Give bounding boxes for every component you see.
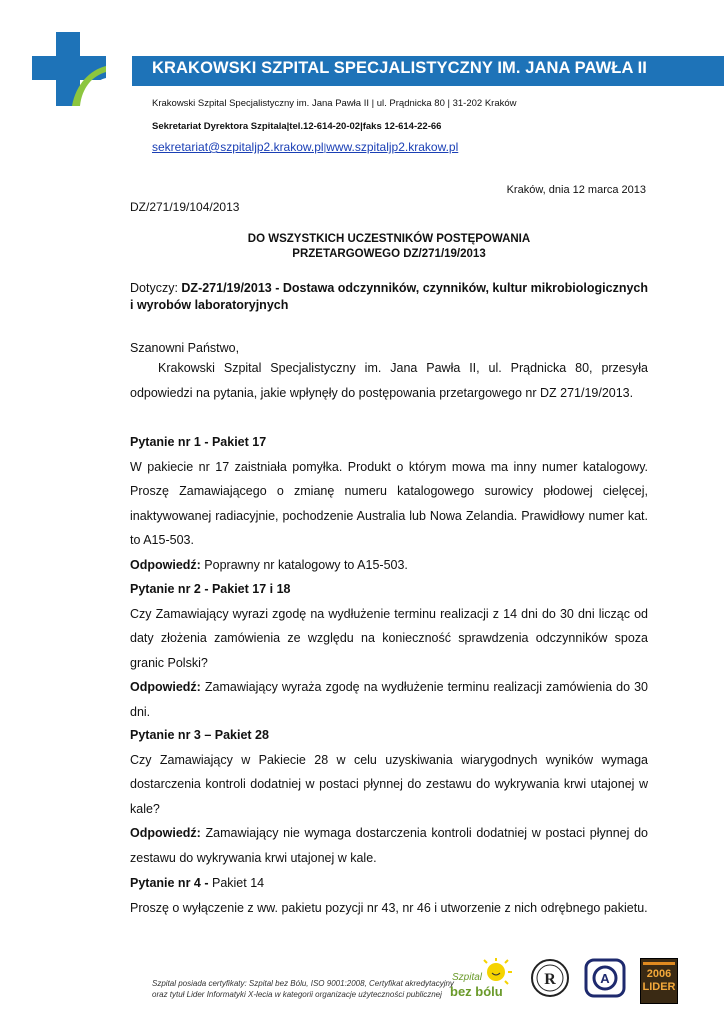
question-1-text: W pakiecie nr 17 zaistniała pomyłka. Produkt o którym mowa ma inny numer katalogowy. Proszę Zamawiającego o zmianę numeru katalogowego surowicy płodowej cielęcej, inaktywowanej radiacyjnie, pochodzenie Australia lub Nowa Zelandia. Prawidłowy numer kat. to A15-503. [130, 459, 648, 547]
answer-2 [130, 675, 648, 724]
question-4 [130, 871, 648, 920]
letter-date: Kraków, dnia 12 marca 2013 [506, 184, 646, 196]
certificates-line-1: Szpital posiada certyfikaty: Szpital bez Bólu, ISO 9001:2008, Certyfikat akredytacyjny [152, 979, 454, 988]
contact-links [152, 140, 458, 154]
secretariat-contact: Sekretariat Dyrektora Szpitala|tel.12-614-20-02|faks 12-614-22-66 [152, 121, 442, 132]
subject-text: DZ-271/19/2013 - Dostawa odczynników, czynników, kultur mikrobiologicznych i wyrobów laboratoryjnych [130, 281, 648, 312]
certificates-note [152, 978, 454, 1000]
question-3 [130, 723, 648, 870]
question-4-title-bold: Pytanie nr 4 - [130, 876, 212, 890]
addressee-line-2: PRZETARGOWEGO DZ/271/19/2013 [292, 248, 486, 260]
intro-text: Krakowski Szpital Specjalistyczny im. Jana Pawła II, ul. Prądnicka 80, przesyła odpowiedzi na pytania, jakie wpłynęły do postępowania przetargowego nr DZ 271/19/2013. [130, 361, 648, 400]
email-link[interactable]: sekretariat@szpitaljp2.krakow.pl [152, 140, 324, 154]
question-4-title [130, 871, 648, 896]
hospital-address: Krakowski Szpital Specjalistyczny im. Jana Pawła II | ul. Prądnicka 80 | 31-202 Kraków [152, 98, 517, 109]
answer-3 [130, 821, 648, 870]
subject-prefix: Dotyczy: [130, 281, 182, 295]
answer-label: Odpowiedź: [130, 826, 201, 840]
subject [130, 280, 648, 314]
question-2-text: Czy Zamawiający wyrazi zgodę na wydłużenie terminu realizacji z 14 dni do 30 dni licząc od daty złożenia zamówienia ze względu na konieczność sprawdzenia odczynników spoza granic Polski? [130, 606, 648, 670]
addressee-line-1: DO WSZYSTKICH UCZESTNIKÓW POSTĘPOWANIA [247, 233, 531, 245]
question-2 [130, 577, 648, 724]
question-4-text: Proszę o wyłączenie z ww. pakietu pozycji nr 43, nr 46 i utworzenie z nich odrębnego pakietu. [130, 900, 648, 915]
question-2-title: Pytanie nr 2 - Pakiet 17 i 18 [130, 582, 291, 596]
question-1-title: Pytanie nr 1 - Pakiet 17 [130, 435, 267, 449]
reference-number: DZ/271/19/104/2013 [130, 200, 240, 214]
answer-1 [130, 553, 648, 578]
svg-text:A: A [600, 971, 610, 986]
intro-paragraph [130, 356, 648, 405]
answer-1-text: Poprawny nr katalogowy to A15-503. [200, 557, 408, 572]
link-separator: | [323, 143, 327, 154]
answer-label: Odpowiedź: [130, 680, 201, 694]
addressee [130, 232, 648, 262]
certificates-line-2: oraz tytuł Lider Informatyki X-lecia w kategorii organizacje użyteczności publicznej [152, 990, 442, 999]
iso-certificate-icon [530, 958, 570, 998]
pain-free-badge-top: Szpital [452, 972, 483, 983]
website-link[interactable]: www.szpitaljp2.krakow.pl [326, 140, 459, 154]
it-leader-label: LIDER [642, 981, 676, 993]
it-leader-year: 2006 [646, 968, 672, 980]
hospital-name: KRAKOWSKI SZPITAL SPECJALISTYCZNY IM. JANA PAWŁA II [152, 59, 647, 77]
question-4-title-rest: Pakiet 14 [211, 876, 265, 890]
answer-2-text: Zamawiający wyraża zgodę na wydłużenie terminu realizacji zamówienia do 30 dni. [130, 680, 648, 719]
pain-free-badge [450, 958, 518, 1004]
accreditation-certificate-icon [584, 958, 626, 998]
salutation: Szanowni Państwo, [130, 341, 240, 355]
it-leader-badge [640, 958, 678, 1004]
question-3-title: Pytanie nr 3 – Pakiet 28 [130, 728, 269, 742]
hospital-cross-logo [32, 32, 106, 106]
answer-3-text: Zamawiający nie wymaga dostarczenia kontroli dodatniej w postaci płynnej do zestawu do wykrywania krwi utajonej w kale. [130, 826, 648, 865]
answer-label: Odpowiedź: [130, 557, 201, 572]
pain-free-badge-bottom: bez bólu [450, 984, 503, 999]
svg-text:R: R [544, 971, 556, 988]
question-3-text: Czy Zamawiający w Pakiecie 28 w celu uzyskiwania wiarygodnych wyników wymaga dostarczenia kontroli dodatniej w postaci płynnej do zestawu do wykrywania krwi utajonej w kale? [130, 752, 648, 816]
question-1 [130, 430, 648, 577]
badge-stripe [643, 962, 675, 965]
